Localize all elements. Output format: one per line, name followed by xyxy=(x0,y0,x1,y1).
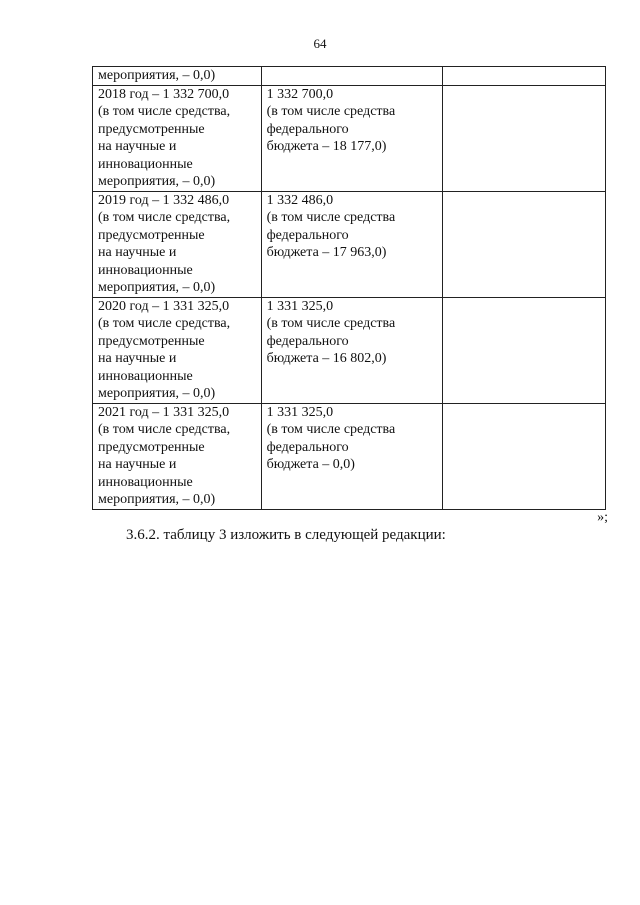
table-cell-total: мероприятия, – 0,0) xyxy=(93,67,262,86)
table-cell-total: 2019 год – 1 332 486,0 (в том числе средства, предусмотренные на научные и инновационные мероприятия, – 0,0) xyxy=(93,191,262,297)
table-cell-amount: 1 331 325,0 (в том числе средства федерального бюджета – 16 802,0) xyxy=(261,297,442,403)
table-cell-amount: 1 332 700,0 (в том числе средства федерального бюджета – 18 177,0) xyxy=(261,85,442,191)
table-cell-amount: 1 332 486,0 (в том числе средства федерального бюджета – 17 963,0) xyxy=(261,191,442,297)
table-row xyxy=(93,191,606,297)
table-cell-total: 2020 год – 1 331 325,0 (в том числе средства, предусмотренные на научные и инновационные мероприятия, – 0,0) xyxy=(93,297,262,403)
closing-quote: »; xyxy=(597,510,608,525)
table-cell-amount xyxy=(261,67,442,86)
table-cell-empty xyxy=(442,297,605,403)
table-cell-empty xyxy=(442,67,605,86)
table-cell-empty xyxy=(442,191,605,297)
table-cell-empty xyxy=(442,403,605,509)
table-cell-total: 2021 год – 1 331 325,0 (в том числе средства, предусмотренные на научные и инновационные мероприятия, – 0,0) xyxy=(93,403,262,509)
table-cell-total: 2018 год – 1 332 700,0 (в том числе средства, предусмотренные на научные и инновационные мероприятия, – 0,0) xyxy=(93,85,262,191)
table-row xyxy=(93,403,606,509)
table-row xyxy=(93,67,606,86)
table-row xyxy=(93,297,606,403)
instruction-paragraph: 3.6.2. таблицу 3 изложить в следующей редакции: xyxy=(126,527,446,543)
table-cell-empty xyxy=(442,85,605,191)
page-number: 64 xyxy=(313,36,327,51)
table-cell-amount: 1 331 325,0 (в том числе средства федерального бюджета – 0,0) xyxy=(261,403,442,509)
funding-table xyxy=(92,66,606,510)
table-row xyxy=(93,85,606,191)
